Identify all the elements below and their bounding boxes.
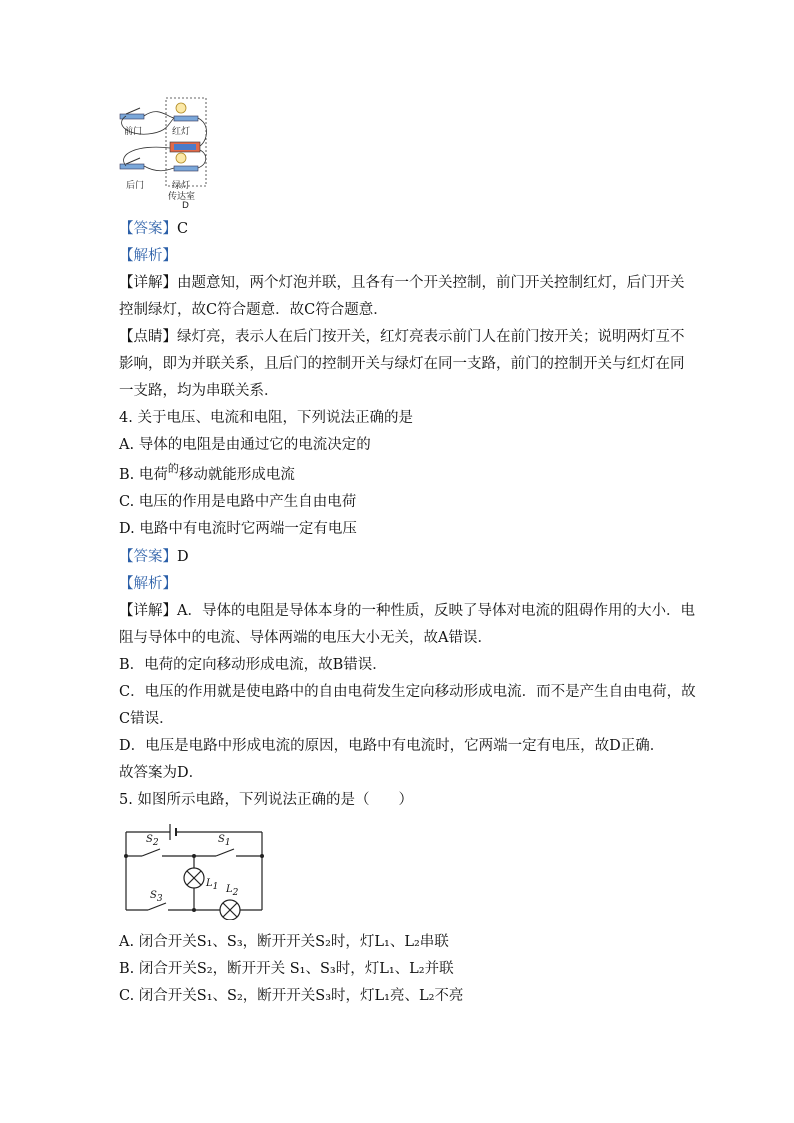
comment-tag: 【点睛】	[119, 329, 177, 345]
label-option-d: D	[182, 201, 189, 211]
circuit-diagram	[120, 820, 270, 920]
detail-text: A．导体的电阻是导体本身的一种性质，反映了导体对电流的阻碍作用的大小．电	[177, 603, 695, 619]
circuit-figure-d	[118, 94, 218, 216]
option-b-part2: 移动就能形成电流	[178, 467, 295, 483]
option-b-sup: 的	[167, 462, 179, 475]
comment-text: 绿灯亮，表示人在后门按开关，红灯亮表示前门人在前门按开关；说明两灯互不	[177, 329, 685, 345]
q4-answer-line	[119, 547, 189, 567]
q4-option-c: C. 电压的作用是电路中产生自由电荷	[119, 494, 357, 510]
q4-option-a: A. 导体的电阻是由通过它的电流决定的	[119, 437, 371, 453]
label-l2: $L_2$	[226, 884, 239, 898]
q3-detail-line-2: 控制绿灯，故C符合题意．故C符合题意．	[119, 302, 388, 318]
label-l1: $L_1$	[206, 878, 219, 892]
label-s2: $S_2$	[146, 834, 159, 848]
detail-tag: 【详解】	[119, 603, 177, 619]
label-s1: $S_1$	[218, 834, 231, 848]
q3-analysis-tag: 【解析】	[119, 248, 177, 264]
detail-tag: 【详解】	[119, 275, 177, 291]
q4-detail-d: D．电压是电路中形成电流的原因，电路中有电流时，它两端一定有电压，故D正确．	[119, 738, 665, 754]
answer-tag: 【答案】	[119, 221, 177, 237]
q4-analysis-tag: 【解析】	[119, 576, 177, 592]
label-s3: $S_3$	[150, 890, 163, 904]
label-back-door: 后门	[126, 181, 145, 191]
q4-detail-a-line-1	[119, 601, 695, 621]
q3-comment-line-1	[119, 327, 685, 347]
q5-option-c: C. 闭合开关S₁、S₂，断开开关S₃时，灯L₁亮、L₂不亮	[119, 988, 464, 1004]
q5-circuit-figure	[120, 820, 270, 920]
answer-value: D	[177, 549, 189, 565]
q5-option-a: A. 闭合开关S₁、S₃，断开开关S₂时，灯L₁、L₂串联	[119, 934, 449, 950]
q4-option-b	[119, 462, 295, 486]
q3-detail-line-1	[119, 273, 685, 293]
q4-stem: 4. 关于电压、电流和电阻，下列说法正确的是	[119, 410, 413, 426]
label-green-light: 绿灯	[172, 181, 191, 191]
detail-text: 由题意知，两个灯泡并联，且各有一个开关控制，前门开关控制红灯，后门开关	[177, 275, 685, 291]
answer-tag: 【答案】	[119, 549, 177, 565]
label-front-door: 前门	[124, 127, 143, 137]
q3-comment-line-2: 影响，即为并联关系，且后门的控制开关与绿灯在同一支路，前门的控制开关与红灯在同	[119, 356, 685, 372]
q5-option-b: B. 闭合开关S₂，断开开关 S₁、S₃时，灯L₁、L₂并联	[119, 961, 454, 977]
q3-comment-line-3: 一支路，均为串联关系．	[119, 383, 279, 399]
q4-conclusion: 故答案为D．	[119, 765, 204, 781]
option-b-part1: B. 电荷	[119, 467, 168, 483]
q5-stem: 5. 如图所示电路，下列说法正确的是（ ）	[119, 792, 413, 808]
q4-option-d: D. 电路中有电流时它两端一定有电压	[119, 521, 357, 537]
q4-detail-c-line-1: C．电压的作用就是使电路中的自由电荷发生定向移动形成电流．而不是产生自由电荷，故	[119, 684, 696, 700]
q3-answer-line	[119, 219, 188, 239]
label-red-light: 红灯	[172, 127, 191, 137]
q4-detail-c-line-2: C错误．	[119, 711, 174, 727]
answer-value: C	[177, 221, 189, 237]
q4-detail-b: B．电荷的定向移动形成电流，故B错误．	[119, 657, 387, 673]
q4-detail-a-line-2: 阻与导体中的电流、导体两端的电压大小无关，故A错误．	[119, 630, 492, 646]
label-room: 传达室	[168, 192, 196, 202]
